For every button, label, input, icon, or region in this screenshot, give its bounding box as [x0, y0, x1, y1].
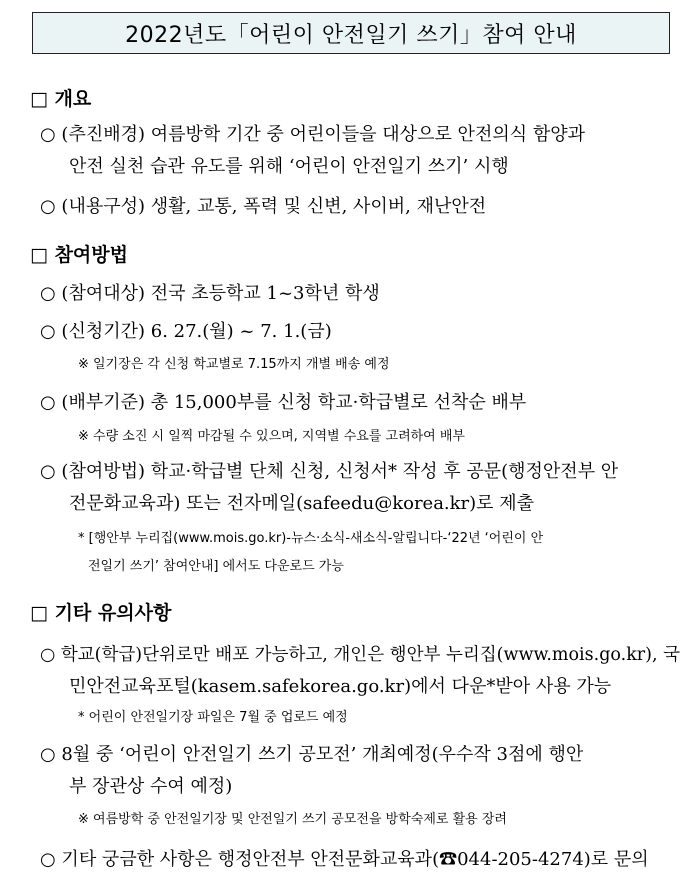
section-heading-overview: □ 개요	[30, 88, 92, 110]
note: ※ 여름방학 중 안전일기장 및 안전일기 쓰기 공모전을 방학숙제로 활용 장려	[78, 812, 507, 827]
list-item: ○ 학교(학급)단위로만 배포 가능하고, 개인은 행안부 누리집(www.mois.go.kr), 국	[40, 645, 681, 665]
section-heading-notes: □ 기타 유의사항	[30, 602, 172, 624]
list-item: ○ (참여방법) 학교·학급별 단체 신청, 신청서* 작성 후 공문(행정안전부 안	[40, 461, 619, 482]
note: * [행안부 누리집(www.mois.go.kr)-뉴스·소식-새소식-알립니다-‘22년 ‘어린이 안	[78, 531, 544, 546]
note: * 어린이 안전일기장 파일은 7월 중 업로드 예정	[78, 710, 348, 725]
list-item-continuation: 안전 실천 습관 유도를 위해 ‘어린이 안전일기 쓰기’ 시행	[69, 156, 509, 177]
note: ※ 수량 소진 시 일찍 마감될 수 있으며, 지역별 수요를 고려하여 배부	[78, 429, 465, 444]
section-heading-participation: □ 참여방법	[30, 244, 128, 266]
list-item: ○ (신청기간) 6. 27.(월) ~ 7. 1.(금)	[40, 321, 332, 342]
list-item: ○ 8월 중 ‘어린이 안전일기 쓰기 공모전’ 개최예정(우수작 3점에 행안	[40, 744, 584, 765]
page-title: 2022년도「어린이 안전일기 쓰기」참여 안내	[32, 12, 670, 54]
note: ※ 일기장은 각 신청 학교별로 7.15까지 개별 배송 예정	[78, 357, 390, 372]
list-item: ○ (추진배경) 여름방학 기간 중 어린이들을 대상으로 안전의식 함양과	[40, 124, 585, 145]
list-item: ○ 기타 궁금한 사항은 행정안전부 안전문화교육과(☎044-205-4274)로 문의	[40, 849, 649, 870]
list-item: ○ (배부기준) 총 15,000부를 신청 학교·학급별로 선착순 배부	[40, 392, 527, 413]
list-item-continuation: 부 장관상 수여 예정)	[69, 776, 233, 797]
list-item-continuation: 민안전교육포털(kasem.safekorea.go.kr)에서 다운*받아 사용 가능	[69, 676, 612, 697]
list-item: ○ (참여대상) 전국 초등학교 1~3학년 학생	[40, 283, 380, 304]
note-continuation: 전일기 쓰기’ 참여안내] 에서도 다운로드 가능	[88, 559, 344, 574]
list-item: ○ (내용구성) 생활, 교통, 폭력 및 신변, 사이버, 재난안전	[40, 196, 487, 217]
list-item-continuation: 전문화교육과) 또는 전자메일(safeedu@korea.kr)로 제출	[69, 493, 535, 514]
